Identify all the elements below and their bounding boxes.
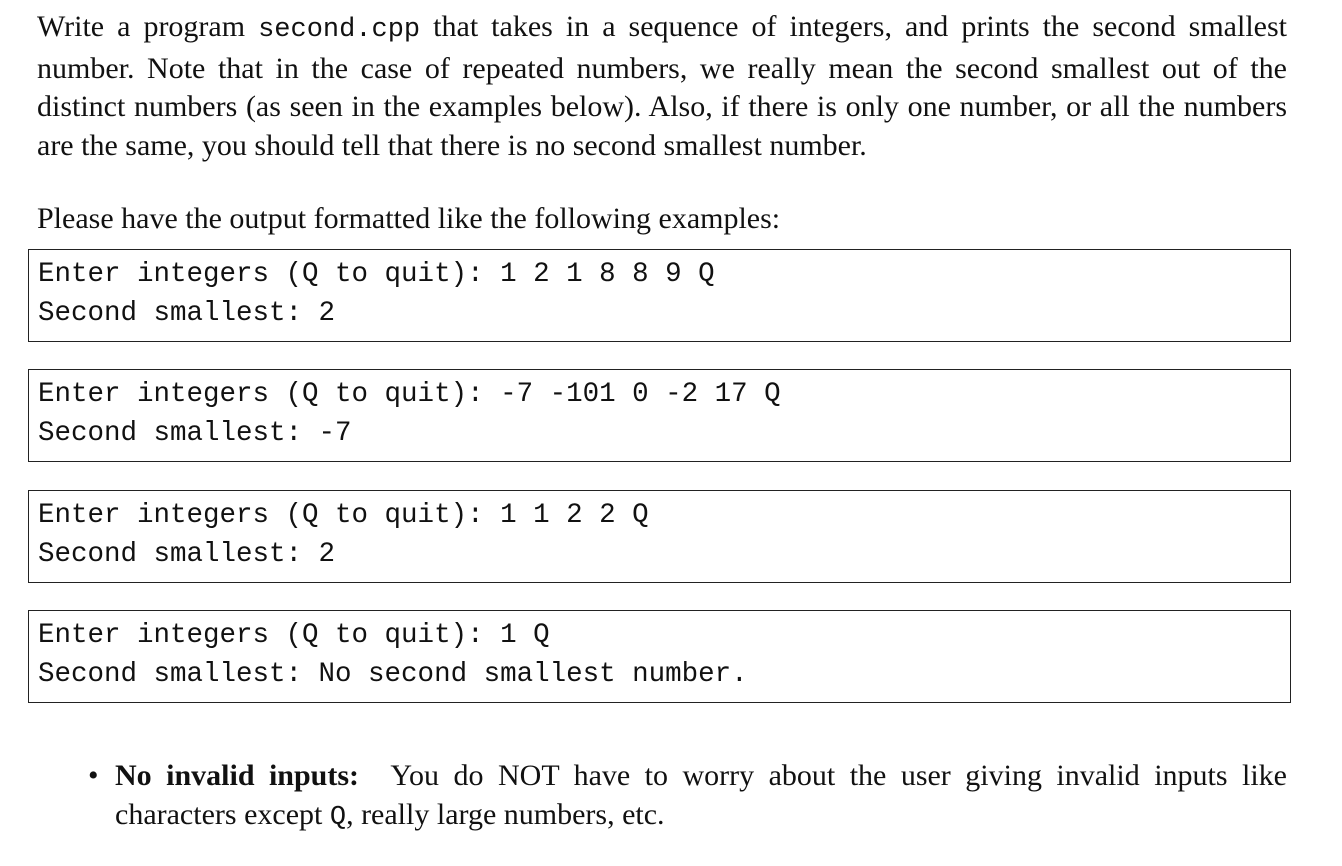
bullet-heading: No invalid inputs: (115, 759, 360, 792)
format-note: Please have the output formatted like the following examples: (37, 202, 781, 235)
example-input-line: Enter integers (Q to quit): 1 2 1 8 8 9 Q (38, 259, 715, 290)
example-box-4 (28, 610, 1291, 703)
example-output-line: Second smallest: No second smallest number. (38, 659, 748, 690)
example-input-line: Enter integers (Q to quit): -7 -101 0 -2 17 Q (38, 379, 781, 410)
bullet-text (115, 757, 1287, 837)
example-box-2 (28, 369, 1291, 462)
example-box-3 (28, 490, 1291, 583)
example-box-1 (28, 249, 1291, 342)
problem-statement (37, 8, 1287, 165)
example-output-line: Second smallest: 2 (38, 298, 336, 329)
example-input-line: Enter integers (Q to quit): 1 1 2 2 Q (38, 500, 649, 531)
intro-text-start: Write a program (37, 10, 246, 43)
example-input-line: Enter integers (Q to quit): 1 Q (38, 620, 550, 651)
bullet-code: Q (329, 802, 347, 833)
bullet-marker: • (88, 759, 99, 792)
program-filename: second.cpp (258, 15, 421, 45)
example-output-line: Second smallest: 2 (38, 539, 336, 570)
example-output-line: Second smallest: -7 (38, 418, 352, 449)
intro-text-rest: that takes in a sequence of integers, and prints the second smallest number. Note that in the case of repeated numbers, we really mean the second smallest out of the distinct numbers (as seen in the examples below). Also, if there is only one number, or all the numbers are the same, you should tell that there is no second smallest number. (37, 10, 1287, 162)
bullet-body-end: , really large numbers, etc. (346, 797, 665, 831)
bullet-body-start: You do NOT have to worry about the user giving invalid inputs like characters except (115, 759, 1287, 831)
